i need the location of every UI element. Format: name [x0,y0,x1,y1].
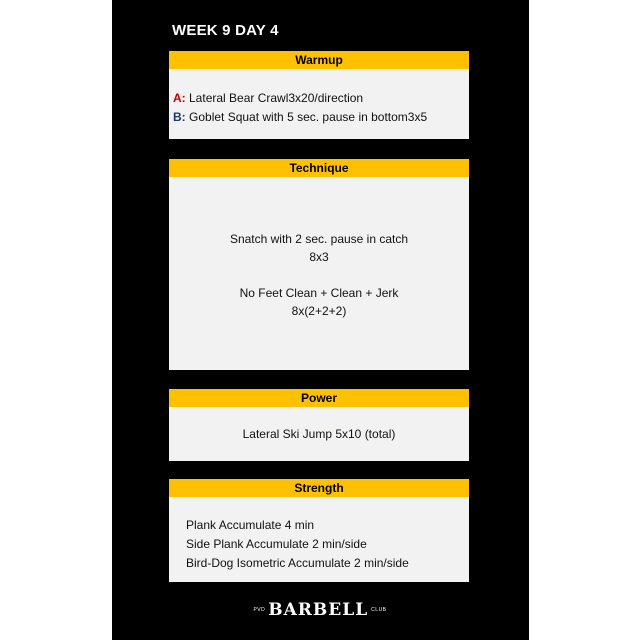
power-card [169,389,469,461]
strength-line: Side Plank Accumulate 2 min/side [186,537,367,551]
item-label-a: A: [173,91,186,105]
power-line: Lateral Ski Jump 5x10 (total) [242,427,396,441]
technique-scheme-2: 8x(2+2+2) [291,304,347,318]
logo-right-text: CLUB [371,607,387,613]
warmup-item-a [173,89,469,108]
technique-scheme-1: 8x3 [309,250,329,264]
logo-left-text: PVD [253,607,266,613]
barbell-club-logo [250,600,390,622]
strength-line: Bird-Dog Isometric Accumulate 2 min/side [186,556,409,570]
item-label-b: B: [173,110,186,124]
strength-card [169,479,469,582]
warmup-card [169,51,469,139]
power-header: Power [169,389,469,407]
technique-card [169,159,469,370]
technique-header: Technique [169,159,469,177]
strength-body [169,497,469,573]
warmup-item-b [173,108,469,127]
power-body [169,407,469,441]
warmup-body [169,69,469,127]
logo-main-text: BARBELL [268,600,369,620]
technique-exercise-1: Snatch with 2 sec. pause in catch [229,232,409,246]
strength-header: Strength [169,479,469,497]
warmup-item-b-text: Goblet Squat with 5 sec. pause in bottom3x5 [185,110,428,124]
strength-line: Plank Accumulate 4 min [186,518,315,532]
technique-body [169,177,469,320]
warmup-header: Warmup [169,51,469,69]
technique-exercise-2: No Feet Clean + Clean + Jerk [239,286,399,300]
spacer [169,266,469,284]
page-title: WEEK 9 DAY 4 [172,22,279,39]
warmup-item-a-text: Lateral Bear Crawl3x20/direction [185,91,364,105]
